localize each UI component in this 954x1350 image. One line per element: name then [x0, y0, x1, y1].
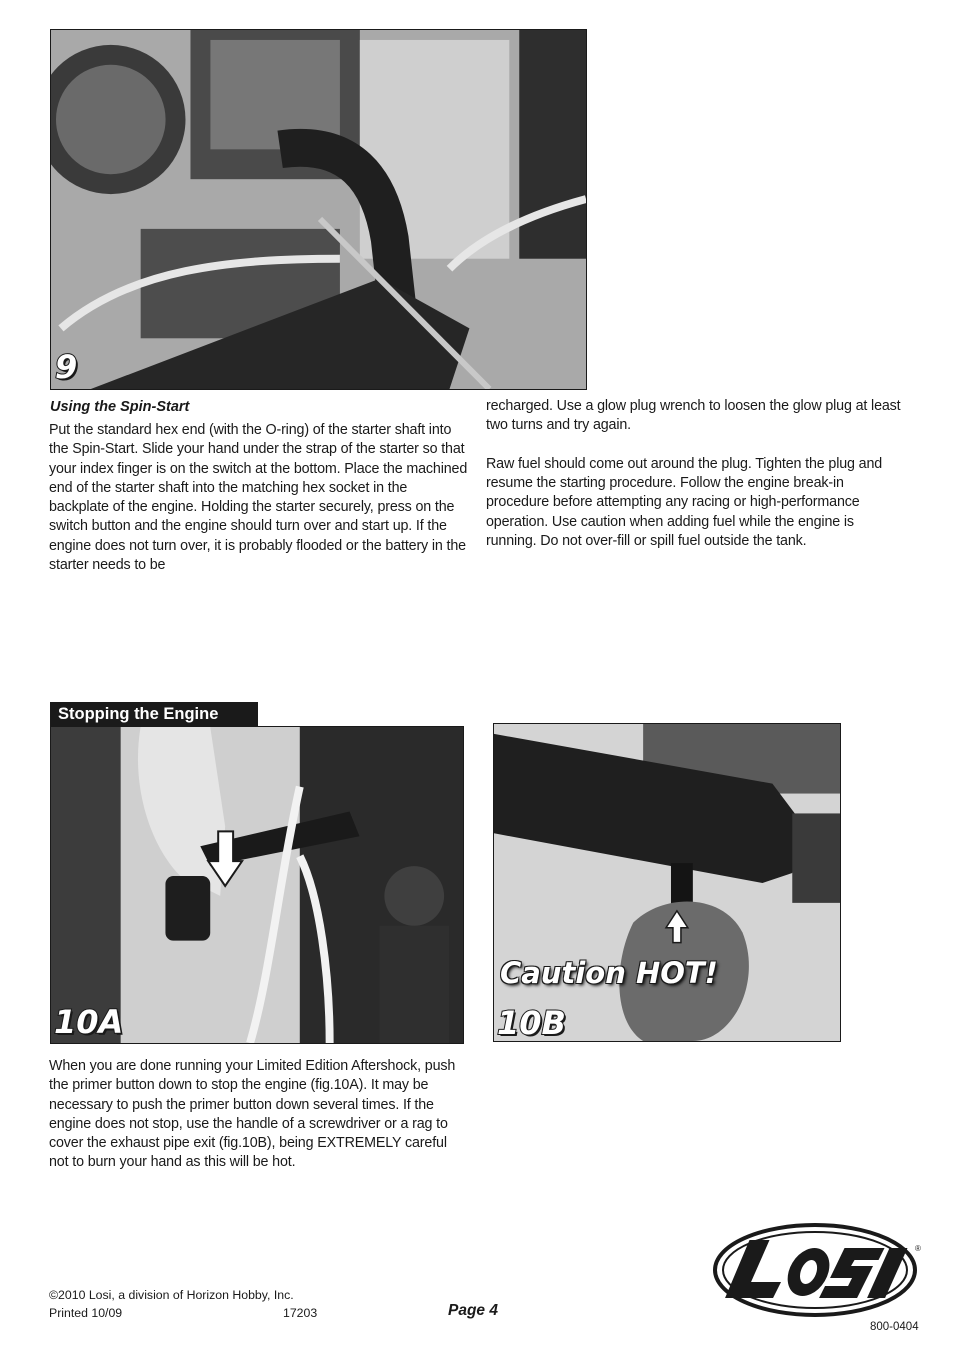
spin-start-paragraph-2: recharged. Use a glow plug wrench to loosen the glow plug at least two turns and try again.	[486, 398, 901, 434]
stopping-engine-paragraph: When you are done running your Limited Edition Aftershock, push the primer button down to stop the engine (fig.10A). It may be necessary to push the primer button down several times. If the engine does not stop, use the handle of a screwdriver or a rag to cover the exhaust pipe exit (fig.10B), being EXTREMELY careful not to burn your hand as this will be hot.	[49, 1058, 456, 1171]
exhaust-photo-illustration	[494, 724, 840, 1041]
figure-9-photo	[50, 29, 587, 390]
footer-code: 17203	[283, 1306, 318, 1320]
registered-mark: ®	[915, 1244, 921, 1253]
stopping-engine-text	[49, 1057, 459, 1192]
figure-10a-photo	[50, 726, 464, 1044]
engine-photo-illustration	[51, 30, 586, 389]
spin-start-paragraph-3: Raw fuel should come out around the plug. Tighten the plug and resume the starting procedure. Follow the engine break-in procedure before attempting any racing or high-performance operation. Use caution when adding fuel while the engine is running. Do not over-fill or spill fuel outside the tank.	[486, 455, 883, 550]
caution-hot-label: Caution HOT!	[500, 956, 718, 990]
figure-10b-photo	[493, 723, 841, 1042]
primer-photo-illustration	[51, 727, 463, 1043]
figure-9-label: 9	[55, 348, 78, 386]
losi-logo-icon	[713, 1218, 923, 1318]
figure-10a-label: 10A	[54, 1003, 124, 1041]
footer-copyright: ©2010 Losi, a division of Horizon Hobby, Inc.	[49, 1288, 294, 1302]
stopping-engine-heading: Stopping the Engine	[50, 702, 258, 727]
page-number: Page 4	[448, 1302, 498, 1319]
spin-start-heading: Using the Spin-Start	[50, 399, 190, 415]
spin-start-paragraph-1: Put the standard hex end (with the O-ring) of the starter shaft into the Spin-Start. Slide your hand under the strap of the starter so that your index finger is on the switch at the bottom. Place the machined end of the starter shaft into the matching hex socket in the backplate of the engine. Holding the starter securely, press on the switch button and the engine should turn over and start up. If the engine does not turn over, it is probably flooded or the battery in the starter needs to be	[49, 422, 468, 574]
spin-start-text-col1	[49, 421, 469, 595]
spin-start-text-col2	[486, 397, 904, 571]
figure-10b-label: 10B	[497, 1004, 566, 1042]
part-number: 800-0404	[870, 1321, 919, 1333]
footer-printed-date: Printed 10/09	[49, 1306, 123, 1320]
